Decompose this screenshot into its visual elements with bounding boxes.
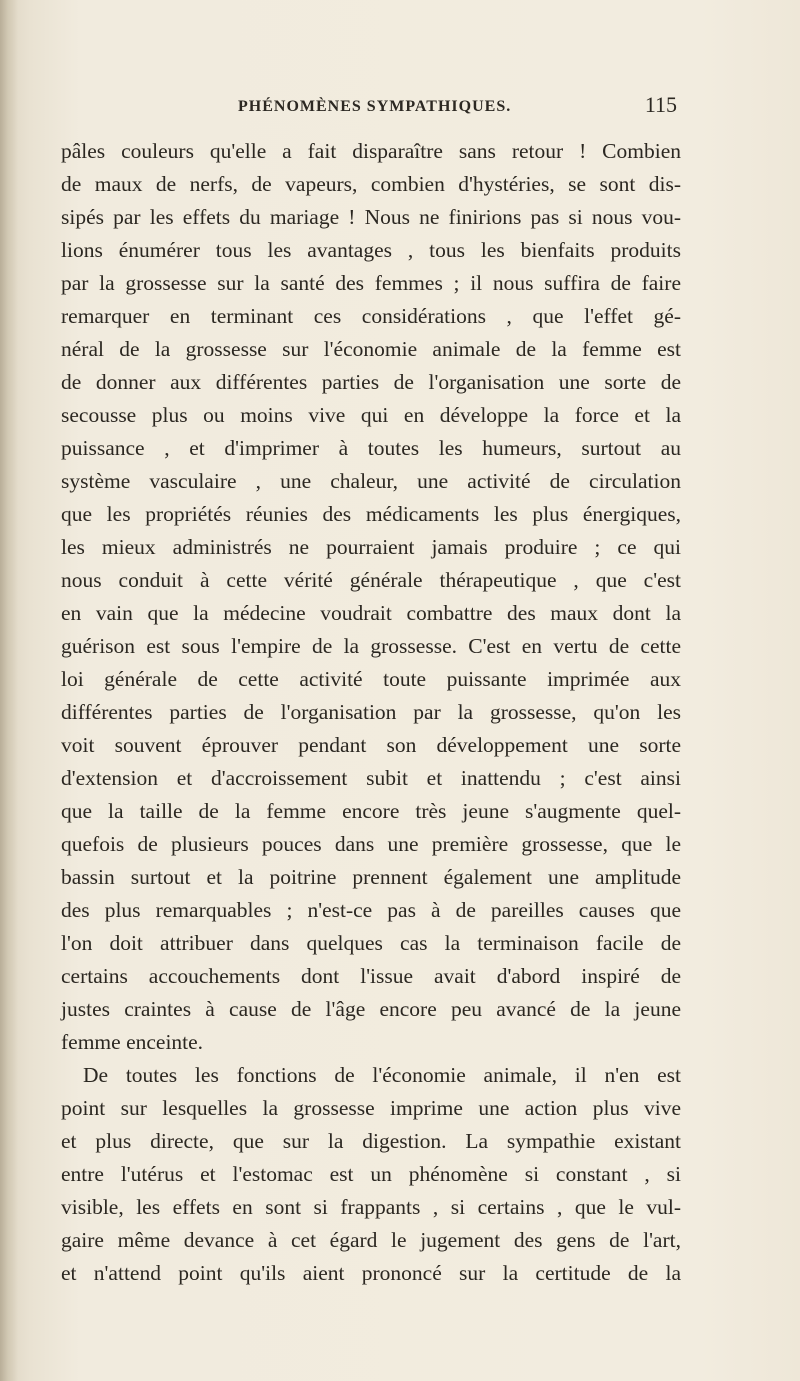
- text-line: certains accouchements dont l'issue avait d'abord inspiré de: [61, 964, 681, 988]
- text-line: de maux de nerfs, de vapeurs, combien d'hystéries, se sont dis-: [61, 172, 681, 196]
- paragraph-end-line: femme enceinte.: [61, 1030, 204, 1054]
- text-line: en vain que la médecine voudrait combattre des maux dont la: [61, 601, 681, 625]
- text-line: et n'attend point qu'ils aient prononcé sur la certitude de la: [61, 1261, 681, 1285]
- text-line: point sur lesquelles la grossesse imprime une action plus vive: [61, 1096, 681, 1120]
- text-line: que les propriétés réunies des médicaments les plus énergiques,: [61, 502, 681, 526]
- paragraph-start-line: De toutes les fonctions de l'économie animale, il n'en est: [83, 1063, 681, 1087]
- text-line: les mieux administrés ne pourraient jamais produire ; ce qui: [61, 535, 681, 559]
- text-line: néral de la grossesse sur l'économie animale de la femme est: [61, 337, 681, 361]
- text-line: pâles couleurs qu'elle a fait disparaître sans retour ! Combien: [61, 139, 681, 163]
- text-line: visible, les effets en sont si frappants , si certains , que le vul-: [61, 1195, 681, 1219]
- text-line: lions énumérer tous les avantages , tous les bienfaits produits: [61, 238, 681, 262]
- text-line: et plus directe, que sur la digestion. La sympathie existant: [61, 1129, 681, 1153]
- running-title: PHÉNOMÈNES SYMPATHIQUES.: [238, 98, 512, 115]
- text-line: remarquer en terminant ces considérations , que l'effet gé-: [61, 304, 681, 328]
- text-line: puissance , et d'imprimer à toutes les humeurs, surtout au: [61, 436, 681, 460]
- text-line: système vasculaire , une chaleur, une activité de circulation: [61, 469, 681, 493]
- text-line: des plus remarquables ; n'est-ce pas à de pareilles causes que: [61, 898, 681, 922]
- text-line: guérison est sous l'empire de la grossesse. C'est en vertu de cette: [61, 634, 681, 658]
- text-line: l'on doit attribuer dans quelques cas la terminaison facile de: [61, 931, 681, 955]
- text-line: que la taille de la femme encore très jeune s'augmente quel-: [61, 799, 681, 823]
- text-line: quefois de plusieurs pouces dans une première grossesse, que le: [61, 832, 681, 856]
- page-gutter-shadow: [0, 0, 18, 1381]
- text-line: d'extension et d'accroissement subit et inattendu ; c'est ainsi: [61, 766, 681, 790]
- text-line: gaire même devance à cet égard le jugement des gens de l'art,: [61, 1228, 681, 1252]
- page-header: [60, 92, 685, 128]
- text-line: loi générale de cette activité toute puissante imprimée aux: [61, 667, 681, 691]
- text-line: sipés par les effets du mariage ! Nous ne finirions pas si nous vou-: [61, 205, 681, 229]
- page-number: 115: [644, 92, 677, 117]
- text-line: voit souvent éprouver pendant son développement une sorte: [61, 733, 681, 757]
- text-line: différentes parties de l'organisation par la grossesse, qu'on les: [61, 700, 681, 724]
- text-line: justes craintes à cause de l'âge encore peu avancé de la jeune: [61, 997, 681, 1021]
- text-line: par la grossesse sur la santé des femmes ; il nous suffira de faire: [61, 271, 681, 295]
- text-line: bassin surtout et la poitrine prennent également une amplitude: [61, 865, 681, 889]
- text-line: nous conduit à cette vérité générale thérapeutique , que c'est: [61, 568, 681, 592]
- text-line: secousse plus ou moins vive qui en développe la force et la: [61, 403, 681, 427]
- text-line: entre l'utérus et l'estomac est un phénomène si constant , si: [61, 1162, 681, 1186]
- text-line: de donner aux différentes parties de l'organisation une sorte de: [61, 370, 681, 394]
- body-text: [61, 135, 681, 1290]
